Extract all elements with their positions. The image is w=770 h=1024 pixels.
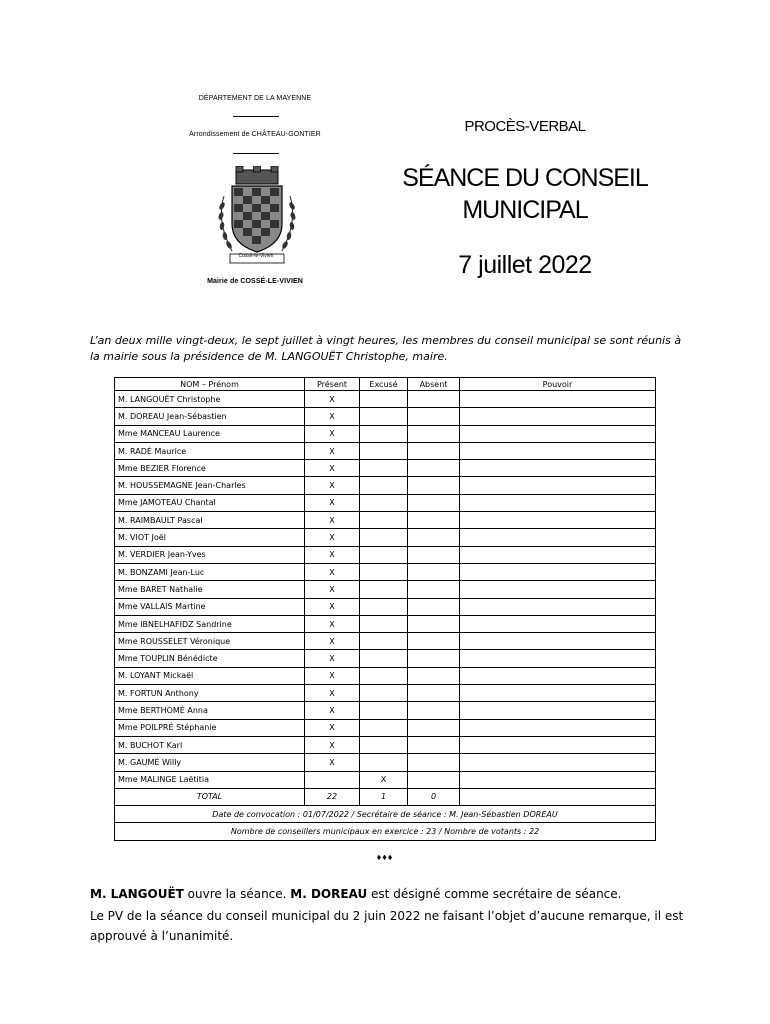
- pouvoir-cell: [460, 425, 656, 442]
- present-mark: X: [305, 529, 360, 546]
- convocation-row: [115, 806, 656, 823]
- pouvoir-cell: [460, 633, 656, 650]
- present-mark: X: [305, 685, 360, 702]
- table-row: [115, 442, 656, 459]
- present-mark: X: [305, 615, 360, 632]
- absent-mark: [408, 650, 460, 667]
- table-row: [115, 736, 656, 753]
- divider: [233, 153, 279, 154]
- pouvoir-cell: [460, 736, 656, 753]
- present-mark: X: [305, 494, 360, 511]
- pouvoir-cell: [460, 477, 656, 494]
- absent-mark: [408, 702, 460, 719]
- opening-paragraph: [90, 884, 690, 904]
- member-name: M. LANGOUËT Christophe: [115, 391, 305, 408]
- pouvoir-cell: [460, 719, 656, 736]
- absent-mark: [408, 408, 460, 425]
- absent-mark: [408, 425, 460, 442]
- table-row: [115, 460, 656, 477]
- excuse-mark: [360, 667, 408, 684]
- present-mark: X: [305, 754, 360, 771]
- excuse-mark: [360, 615, 408, 632]
- present-mark: X: [305, 512, 360, 529]
- absent-mark: [408, 460, 460, 477]
- member-name: M. VIOT Joël: [115, 529, 305, 546]
- table-row: [115, 598, 656, 615]
- total-excuse: 1: [360, 788, 408, 805]
- excuse-mark: [360, 633, 408, 650]
- absent-mark: [408, 615, 460, 632]
- absent-mark: [408, 391, 460, 408]
- col-header-present: Présent: [305, 378, 360, 391]
- pouvoir-cell: [460, 615, 656, 632]
- opening-text-2: est désigné comme secrétaire de séance.: [367, 887, 622, 901]
- member-name: M. LOYANT Mickaël: [115, 667, 305, 684]
- member-name: M. GAUMÉ Willy: [115, 754, 305, 771]
- member-name: Mme VALLAIS Martine: [115, 598, 305, 615]
- pouvoir-cell: [460, 391, 656, 408]
- absent-mark: [408, 771, 460, 788]
- pouvoir-cell: [460, 512, 656, 529]
- excuse-mark: [360, 494, 408, 511]
- excuse-mark: [360, 563, 408, 580]
- present-mark: X: [305, 736, 360, 753]
- present-mark: X: [305, 719, 360, 736]
- pouvoir-cell: [460, 494, 656, 511]
- excuse-mark: [360, 391, 408, 408]
- absent-mark: [408, 719, 460, 736]
- department-label: DÉPARTEMENT DE LA MAYENNE: [198, 95, 312, 102]
- member-name: Mme ROUSSELET Véronique: [115, 633, 305, 650]
- present-mark: X: [305, 425, 360, 442]
- member-name: M. FORTUN Anthony: [115, 685, 305, 702]
- absent-mark: [408, 598, 460, 615]
- pouvoir-cell: [460, 442, 656, 459]
- pouvoir-cell: [460, 754, 656, 771]
- excuse-mark: [360, 598, 408, 615]
- absent-mark: [408, 563, 460, 580]
- excuse-mark: [360, 685, 408, 702]
- absent-mark: [408, 529, 460, 546]
- table-row: [115, 650, 656, 667]
- present-mark: X: [305, 442, 360, 459]
- table-row: [115, 685, 656, 702]
- member-name: M. DOREAU Jean-Sébastien: [115, 408, 305, 425]
- exercice-info: Nombre de conseillers municipaux en exercice : 23 / Nombre de votants : 22: [115, 823, 656, 840]
- excuse-mark: [360, 460, 408, 477]
- pouvoir-cell: [460, 563, 656, 580]
- present-mark: X: [305, 460, 360, 477]
- doc-type: PROCÈS-VERBAL: [464, 118, 586, 135]
- total-pouvoir: [460, 788, 656, 805]
- absent-mark: [408, 546, 460, 563]
- excuse-mark: [360, 477, 408, 494]
- secretary-name: M. DOREAU: [290, 887, 368, 901]
- present-mark: [305, 771, 360, 788]
- present-mark: X: [305, 702, 360, 719]
- absent-mark: [408, 667, 460, 684]
- total-present: 22: [305, 788, 360, 805]
- member-name: Mme MANCEAU Laurence: [115, 425, 305, 442]
- member-name: Mme BERTHOMÉ Anna: [115, 702, 305, 719]
- present-mark: X: [305, 546, 360, 563]
- intro-paragraph: L’an deux mille vingt-deux, le sept juillet à vingt heures, les membres du conseil municipal se sont réunis à la mairie sous la présidence de M. LANGOUËT Christophe, maire.: [90, 334, 682, 363]
- coat-of-arms-emblem: [212, 166, 302, 266]
- present-mark: X: [305, 563, 360, 580]
- table-row: [115, 494, 656, 511]
- pouvoir-cell: [460, 546, 656, 563]
- table-row: [115, 581, 656, 598]
- absent-mark: [408, 477, 460, 494]
- member-name: M. BONZAMI Jean-Luc: [115, 563, 305, 580]
- table-row: [115, 391, 656, 408]
- excuse-mark: [360, 425, 408, 442]
- total-row: [115, 788, 656, 805]
- table-row: [115, 563, 656, 580]
- pouvoir-cell: [460, 529, 656, 546]
- session-date: 7 juillet 2022: [458, 251, 592, 279]
- excuse-mark: [360, 702, 408, 719]
- col-header-absent: Absent: [408, 378, 460, 391]
- present-mark: X: [305, 477, 360, 494]
- member-name: Mme TOUPLIN Bénédicte: [115, 650, 305, 667]
- table-row: [115, 633, 656, 650]
- excuse-mark: [360, 546, 408, 563]
- member-name: M. BUCHOT Karl: [115, 736, 305, 753]
- excuse-mark: X: [360, 771, 408, 788]
- col-header-pouvoir: Pouvoir: [460, 378, 656, 391]
- pouvoir-cell: [460, 598, 656, 615]
- exercice-row: [115, 823, 656, 840]
- member-name: Mme POILPRÉ Stéphanie: [115, 719, 305, 736]
- member-name: M. RADÉ Maurice: [115, 442, 305, 459]
- pouvoir-cell: [460, 408, 656, 425]
- excuse-mark: [360, 754, 408, 771]
- member-name: Mme MALINGE Laëtitia: [115, 771, 305, 788]
- approval-paragraph: Le PV de la séance du conseil municipal du 2 juin 2022 ne faisant l’objet d’aucune remarque, il est approuvé à l’unanimité.: [90, 909, 684, 943]
- section-separator: ♦♦♦: [376, 852, 394, 862]
- table-row: [115, 512, 656, 529]
- convocation-info: Date de convocation : 01/07/2022 / Secrétaire de séance : M. Jean-Sébastien DOREAU: [115, 806, 656, 823]
- mairie-label: Mairie de COSSÉ-LE-VIVIEN: [207, 278, 303, 285]
- col-header-excuse: Excusé: [360, 378, 408, 391]
- excuse-mark: [360, 512, 408, 529]
- table-row: [115, 702, 656, 719]
- absent-mark: [408, 512, 460, 529]
- table-header-row: [115, 378, 656, 391]
- absent-mark: [408, 494, 460, 511]
- present-mark: X: [305, 391, 360, 408]
- absent-mark: [408, 754, 460, 771]
- member-name: Mme BEZIER Florence: [115, 460, 305, 477]
- table-row: [115, 546, 656, 563]
- member-name: M. VERDIER Jean-Yves: [115, 546, 305, 563]
- table-row: [115, 615, 656, 632]
- col-header-name: NOM – Prénom: [115, 378, 305, 391]
- present-mark: X: [305, 408, 360, 425]
- pouvoir-cell: [460, 667, 656, 684]
- member-name: Mme JAMOTEAU Chantal: [115, 494, 305, 511]
- table-row: [115, 667, 656, 684]
- pouvoir-cell: [460, 460, 656, 477]
- absent-mark: [408, 581, 460, 598]
- opening-text-1: ouvre la séance.: [183, 887, 291, 901]
- total-absent: 0: [408, 788, 460, 805]
- table-row: [115, 719, 656, 736]
- pouvoir-cell: [460, 581, 656, 598]
- table-row: [115, 754, 656, 771]
- pouvoir-cell: [460, 685, 656, 702]
- present-mark: X: [305, 581, 360, 598]
- title-line-2: MUNICIPAL: [462, 196, 588, 224]
- table-row: [115, 529, 656, 546]
- table-row: [115, 425, 656, 442]
- member-name: M. HOUSSEMAGNE Jean-Charles: [115, 477, 305, 494]
- member-name: Mme IBNELHAFIDZ Sandrine: [115, 615, 305, 632]
- excuse-mark: [360, 719, 408, 736]
- present-mark: X: [305, 598, 360, 615]
- total-label: TOTAL: [115, 788, 305, 805]
- excuse-mark: [360, 581, 408, 598]
- absent-mark: [408, 442, 460, 459]
- excuse-mark: [360, 442, 408, 459]
- divider: [233, 116, 279, 117]
- excuse-mark: [360, 408, 408, 425]
- attendance-table: [114, 377, 656, 841]
- present-mark: X: [305, 650, 360, 667]
- mayor-name: M. LANGOUËT: [90, 887, 184, 901]
- absent-mark: [408, 685, 460, 702]
- absent-mark: [408, 633, 460, 650]
- pouvoir-cell: [460, 771, 656, 788]
- table-row: [115, 408, 656, 425]
- member-name: M. RAIMBAULT Pascal: [115, 512, 305, 529]
- pouvoir-cell: [460, 650, 656, 667]
- crest-ribbon-label: Cossé-le-Vivien: [238, 253, 274, 259]
- title-line-1: SÉANCE DU CONSEIL: [402, 164, 648, 192]
- table-row: [115, 771, 656, 788]
- absent-mark: [408, 736, 460, 753]
- table-row: [115, 477, 656, 494]
- arrondissement-label: Arrondissement de CHÂTEAU-GONTIER: [189, 131, 321, 138]
- present-mark: X: [305, 633, 360, 650]
- pouvoir-cell: [460, 702, 656, 719]
- excuse-mark: [360, 529, 408, 546]
- present-mark: X: [305, 667, 360, 684]
- excuse-mark: [360, 736, 408, 753]
- member-name: Mme BARET Nathalie: [115, 581, 305, 598]
- excuse-mark: [360, 650, 408, 667]
